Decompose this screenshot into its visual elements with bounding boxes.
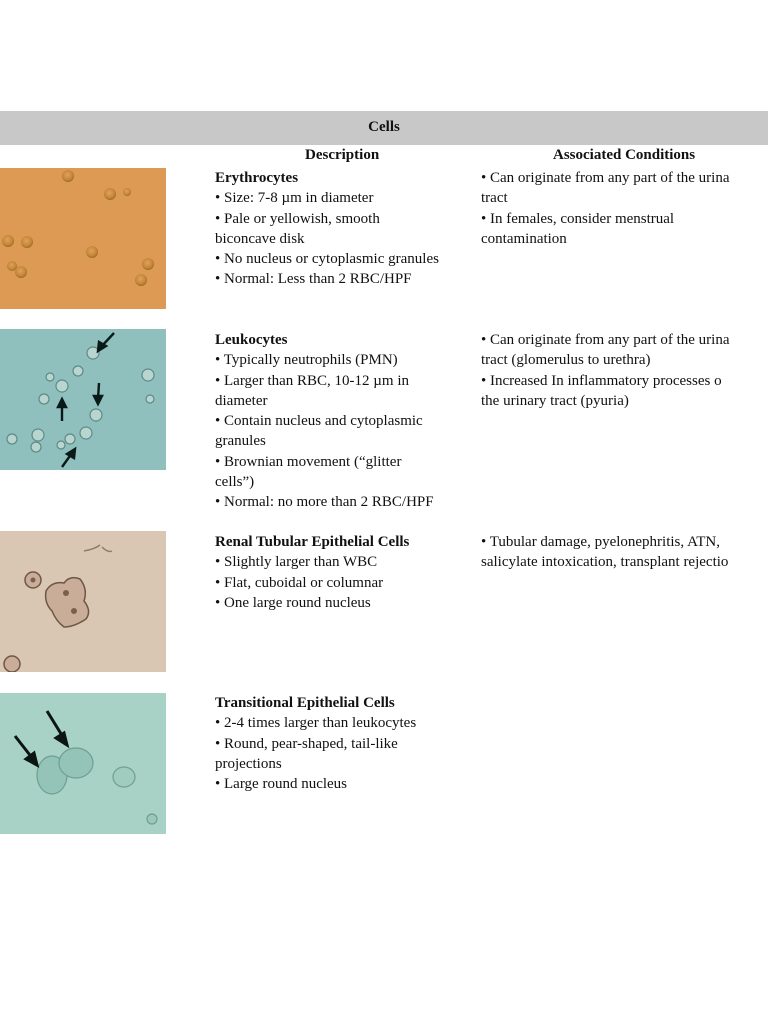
desc-line: • Larger than RBC, 10-12 µm in [215,372,410,389]
desc-line: • Large round nucleus [215,776,348,793]
leukocytes-image [0,329,166,470]
erythrocytes-image [0,168,166,309]
desc-line: • Flat, cuboidal or columnar [215,574,384,591]
table-title: Cells [368,119,400,135]
desc-line: • Pale or yellowish, smooth [215,210,380,227]
desc-line: • Contain nucleus and cytoplasmic [215,413,423,430]
transitional-title: Transitional Epithelial Cells [215,695,395,711]
leukocytes-micrograph [0,329,166,470]
desc-line: • No nucleus or cytoplasmic granules [215,251,439,268]
cond-line: tract (glomerulus to urethra) [481,352,651,369]
cond-line: • Increased In inflammatory processes o [481,372,722,389]
cond-line: contamination [481,230,567,247]
desc-line: • Normal: no more than 2 RBC/HPF [215,494,434,511]
description-column-header: Description [305,147,380,163]
leukocytes-description [215,330,480,513]
erythrocytes-conditions [481,168,768,249]
cond-line: • In females, consider menstrual [481,210,675,227]
renal-tubular-title: Renal Tubular Epithelial Cells [215,534,410,550]
cond-line: • Can originate from any part of the urina [481,332,730,348]
desc-line: • Normal: Less than 2 RBC/HPF [215,271,412,288]
cond-line: • Can originate from any part of the urina [481,170,730,186]
desc-line: • Typically neutrophils (PMN) [215,352,398,369]
desc-line: • One large round nucleus [215,594,371,611]
desc-line: projections [215,755,282,772]
desc-line: granules [215,433,266,450]
cond-line: the urinary tract (pyuria) [481,392,629,409]
transitional-epithelial-micrograph [0,693,166,834]
erythrocytes-title: Erythrocytes [215,170,299,186]
desc-line: • 2-4 times larger than leukocytes [215,715,417,732]
transitional-description [215,693,480,794]
desc-line: • Round, pear-shaped, tail-like [215,735,398,752]
desc-line: • Brownian movement (“glitter [215,453,402,470]
conditions-column-header: Associated Conditions [553,147,696,163]
desc-line: • Slightly larger than WBC [215,554,378,571]
desc-line: diameter [215,392,268,409]
renal-tubular-conditions [481,532,768,573]
cond-line: • Tubular damage, pyelonephritis, ATN, [481,534,720,550]
renal-tubular-description [215,532,480,613]
desc-line: • Size: 7-8 µm in diameter [215,190,374,207]
renal-tubular-image [0,531,166,672]
leukocytes-conditions [481,330,768,411]
erythrocytes-description [215,168,480,290]
renal-tubular-epithelial-micrograph [0,531,166,672]
cond-line: salicylate intoxication, transplant rejectio [481,554,729,571]
leukocytes-title: Leukocytes [215,332,288,348]
transitional-image [0,693,166,834]
desc-line: cells”) [215,474,255,491]
erythrocytes-micrograph [0,168,166,309]
cond-line: tract [481,190,508,207]
desc-line: biconcave disk [215,230,305,247]
